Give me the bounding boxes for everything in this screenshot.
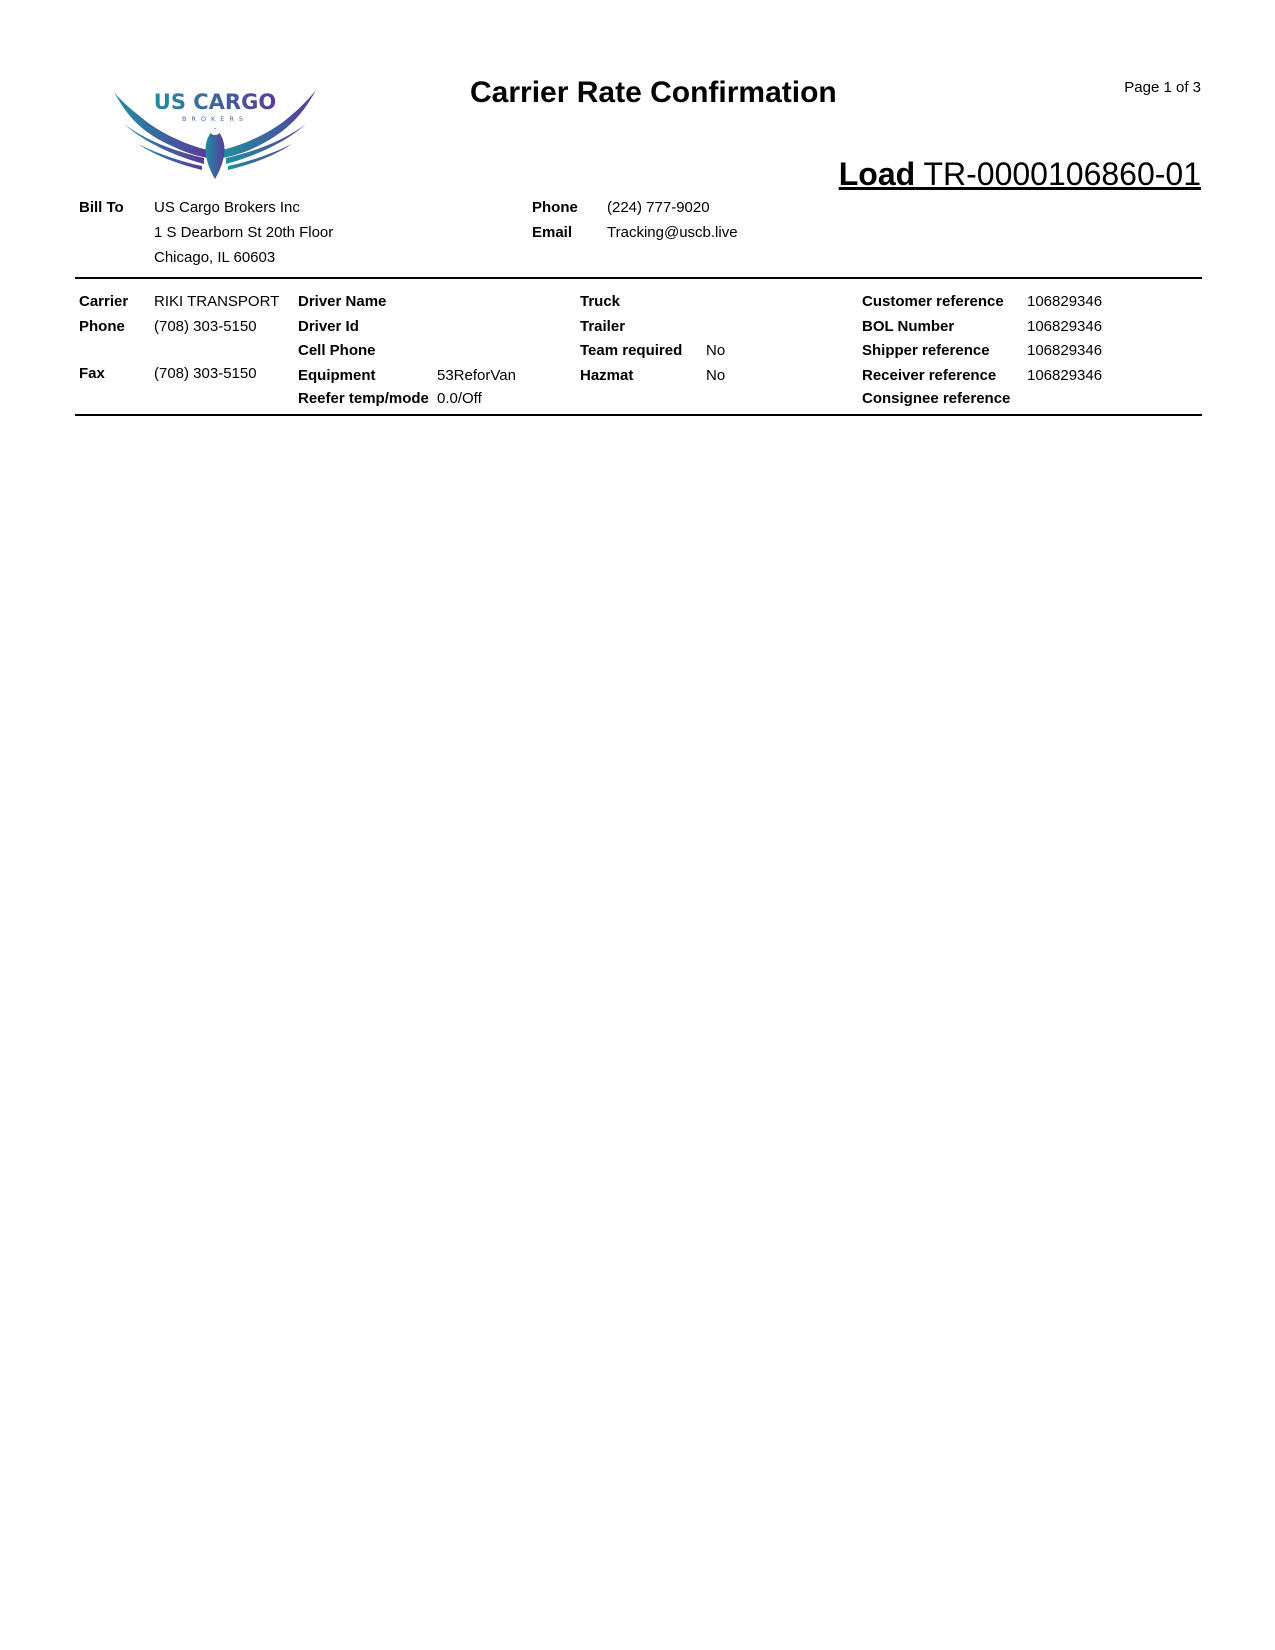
bill-to-address-line2: Chicago, IL 60603 (154, 249, 276, 266)
receiver-reference-value: 106829346 (1027, 367, 1103, 384)
carrier-phone-label: Phone (79, 318, 125, 335)
receiver-reference-label: Receiver reference (862, 367, 997, 384)
carrier-fax-label: Fax (79, 365, 105, 382)
carrier-fax: (708) 303-5150 (154, 365, 257, 382)
bol-number-value: 106829346 (1027, 318, 1103, 335)
carrier-phone: (708) 303-5150 (154, 318, 257, 335)
load-label: Load (838, 156, 916, 192)
customer-reference-value: 106829346 (1027, 293, 1103, 310)
cell-phone-label: Cell Phone (298, 342, 376, 359)
bill-to-email: Tracking@uscb.live (607, 224, 738, 241)
consignee-reference-label: Consignee reference (862, 390, 1011, 407)
page-number: Page 1 of 3 (1124, 79, 1201, 96)
section-divider-bottom (75, 414, 1202, 416)
driver-id-label: Driver Id (298, 318, 359, 335)
carrier-label: Carrier (79, 293, 129, 310)
equipment-value: 53ReforVan (437, 367, 516, 384)
team-required-value: No (706, 342, 726, 359)
bill-to-email-label: Email (532, 224, 573, 241)
trailer-label: Trailer (580, 318, 626, 335)
reefer-label: Reefer temp/mode (298, 390, 429, 407)
eagle-logo-icon (112, 84, 318, 180)
shipper-reference-label: Shipper reference (862, 342, 990, 359)
driver-name-label: Driver Name (298, 293, 387, 310)
carrier-name: RIKI TRANSPORT (154, 293, 280, 310)
customer-reference-label: Customer reference (862, 293, 1004, 310)
hazmat-value: No (706, 367, 726, 384)
company-logo (112, 84, 318, 180)
logo-text-sub: BROKERS (181, 115, 249, 123)
team-required-label: Team required (580, 342, 683, 359)
load-number: TR-0000106860-01 (923, 156, 1201, 192)
bill-to-address-line1: 1 S Dearborn St 20th Floor (154, 224, 334, 241)
bol-number-label: BOL Number (862, 318, 955, 335)
load-number-heading (839, 156, 1201, 193)
equipment-label: Equipment (298, 367, 376, 384)
logo-text-main: US CARGO (153, 90, 277, 114)
bill-to-name: US Cargo Brokers Inc (154, 199, 300, 216)
shipper-reference-value: 106829346 (1027, 342, 1103, 359)
document-title: Carrier Rate Confirmation (470, 76, 837, 109)
hazmat-label: Hazmat (580, 367, 634, 384)
section-divider-top (75, 277, 1202, 279)
truck-label: Truck (580, 293, 621, 310)
bill-to-phone: (224) 777-9020 (607, 199, 710, 216)
bill-to-phone-label: Phone (532, 199, 578, 216)
reefer-value: 0.0/Off (437, 390, 482, 407)
bill-to-label: Bill To (79, 199, 124, 216)
